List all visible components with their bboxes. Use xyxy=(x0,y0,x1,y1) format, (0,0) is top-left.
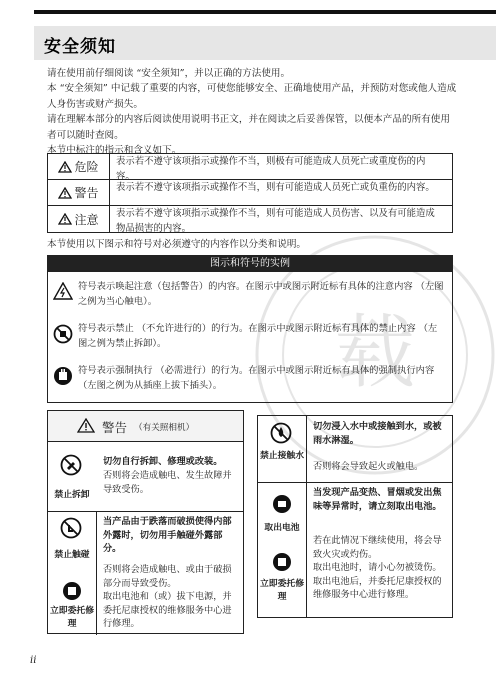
page-title: 安全须知 xyxy=(44,37,116,57)
row-text: 否则将会造成触电、发生故障并导致受伤。 xyxy=(103,470,232,495)
row-bold-text: 切勿浸入水中或接触到水，或被雨水淋湿。 xyxy=(313,421,442,446)
intro-paragraph-2: 本 “安全须知” 中记载了重要的内容，可使您能够安全、正确地使用产品，并预防对您或他人造成人身伤害或财产损失。 xyxy=(47,83,457,110)
warning-triangle-icon xyxy=(77,418,95,433)
row-label: 立即委托修理 xyxy=(50,606,94,629)
intro-paragraph-3: 请在理解本部分的内容后阅读使用说明书正文，并在阅读之后妥善保管，以便本产品的所有使用者可以随时查阅。 xyxy=(47,114,450,141)
symbols-header: 图示和符号的实例 xyxy=(48,256,452,272)
row-text: 否则将会造成触电、或由于破损部分而导致受伤。 取出电池和（或）拔下电源，并委托尼康授权的维修服务中心进行修理。 xyxy=(103,564,232,629)
symbol-row xyxy=(48,276,452,316)
signal-label xyxy=(48,154,110,179)
mandatory-action-icon xyxy=(53,366,73,386)
symbols-intro: 本节使用以下图示和符号对必须遵守的内容作以分类和说明。 xyxy=(47,239,307,250)
mandatory-action-icon xyxy=(62,581,82,601)
warning-row xyxy=(258,482,452,619)
warning-triangle-icon xyxy=(58,213,72,225)
row-bold-text: 当发现产品变热、冒烟或发出焦味等异常时，请立刻取出电池。 xyxy=(313,487,442,512)
warning-panel-header xyxy=(48,411,243,442)
signal-label xyxy=(48,180,110,205)
row-label: 取出电池 xyxy=(264,523,300,533)
warning-row xyxy=(258,416,452,483)
intro-paragraph-4: 本节中标注的指示和含义如下。 xyxy=(47,145,182,156)
warning-triangle-icon xyxy=(58,161,72,173)
warning-triangle-icon xyxy=(58,187,72,199)
signal-description: 表示若不遵守该项指示或操作不当，则极有可能造成人员死亡或重度伤的内容。 xyxy=(116,156,426,182)
warning-panel-camera xyxy=(47,410,244,634)
signal-label-text: 注意 xyxy=(74,212,99,227)
signal-row-warning xyxy=(48,180,452,206)
signal-word-table xyxy=(47,153,453,233)
warning-panel-subtitle: （有关照相机） xyxy=(134,423,195,433)
signal-row-caution xyxy=(48,206,452,232)
row-label: 立即委托修理 xyxy=(260,579,304,602)
row-label: 禁止接触水 xyxy=(260,451,304,461)
symbol-row xyxy=(48,318,452,358)
signal-description: 表示若不遵守该项指示或操作不当，则有可能造成人员死亡或负重伤的内容。 xyxy=(116,182,435,193)
symbol-description: 符号表示禁止 （不允许进行的）的行为。在图示中或图示附近标有具体的禁止内容 （左图之例为禁止拆卸）。 xyxy=(78,323,438,349)
no-disassembly-icon xyxy=(60,454,82,476)
top-rule xyxy=(34,10,496,14)
remove-battery-icon xyxy=(272,494,292,514)
symbols-table xyxy=(47,255,453,403)
row-text: 否则将会导致起火或触电。 xyxy=(313,461,424,472)
no-touch-icon xyxy=(60,517,82,539)
signal-description: 表示若不遵守该项指示或操作不当，则有可能造成人员伤害、以及有可能造成物品损害的内容。 xyxy=(116,208,435,234)
symbol-description: 符号表示唤起注意（包括警告）的内容。在图示中或图示附近标有具体的注意内容 （左图之例为当心触电）。 xyxy=(78,281,444,307)
caution-triangle-icon xyxy=(53,282,73,300)
signal-row-danger xyxy=(48,154,452,180)
prohibition-icon xyxy=(53,324,73,344)
row-text: 若在此情况下继续使用，将会导致火灾或灼伤。 取出电池时，请小心勿被烫伤。 取出电池后，并委托尼康授权的维修服务中心进行修理。 xyxy=(313,535,442,600)
mandatory-action-icon xyxy=(272,552,292,572)
row-bold-text: 当产品由于跌落而破损使得内部外露时，切勿用手触碰外露部分。 xyxy=(103,516,232,554)
no-water-icon xyxy=(270,422,292,444)
warning-panel-title: 警告 xyxy=(102,420,128,435)
svg-text:载: 载 xyxy=(335,306,415,399)
signal-label-text: 危险 xyxy=(74,160,99,174)
warning-row xyxy=(48,511,243,635)
row-label: 禁止拆卸 xyxy=(54,490,90,500)
signal-label-text: 警告 xyxy=(74,186,99,200)
intro-paragraph-1: 请在使用前仔细阅读 “安全须知”，并以正确的方法使用。 xyxy=(47,68,291,79)
warning-panel-right xyxy=(257,415,453,618)
page-number: ii xyxy=(30,655,37,666)
symbol-description: 符号表示强制执行 （必需进行）的行为。在图示中或图示附近标有具体的强制执行内容 （左图之例为从插座上拔下插头）。 xyxy=(78,365,435,391)
row-label: 禁止触碰 xyxy=(54,550,90,560)
row-bold-text: 切勿自行拆卸、修理或改装。 xyxy=(103,456,223,467)
symbol-row xyxy=(48,360,452,400)
warning-row xyxy=(48,447,243,512)
signal-label xyxy=(48,206,110,232)
